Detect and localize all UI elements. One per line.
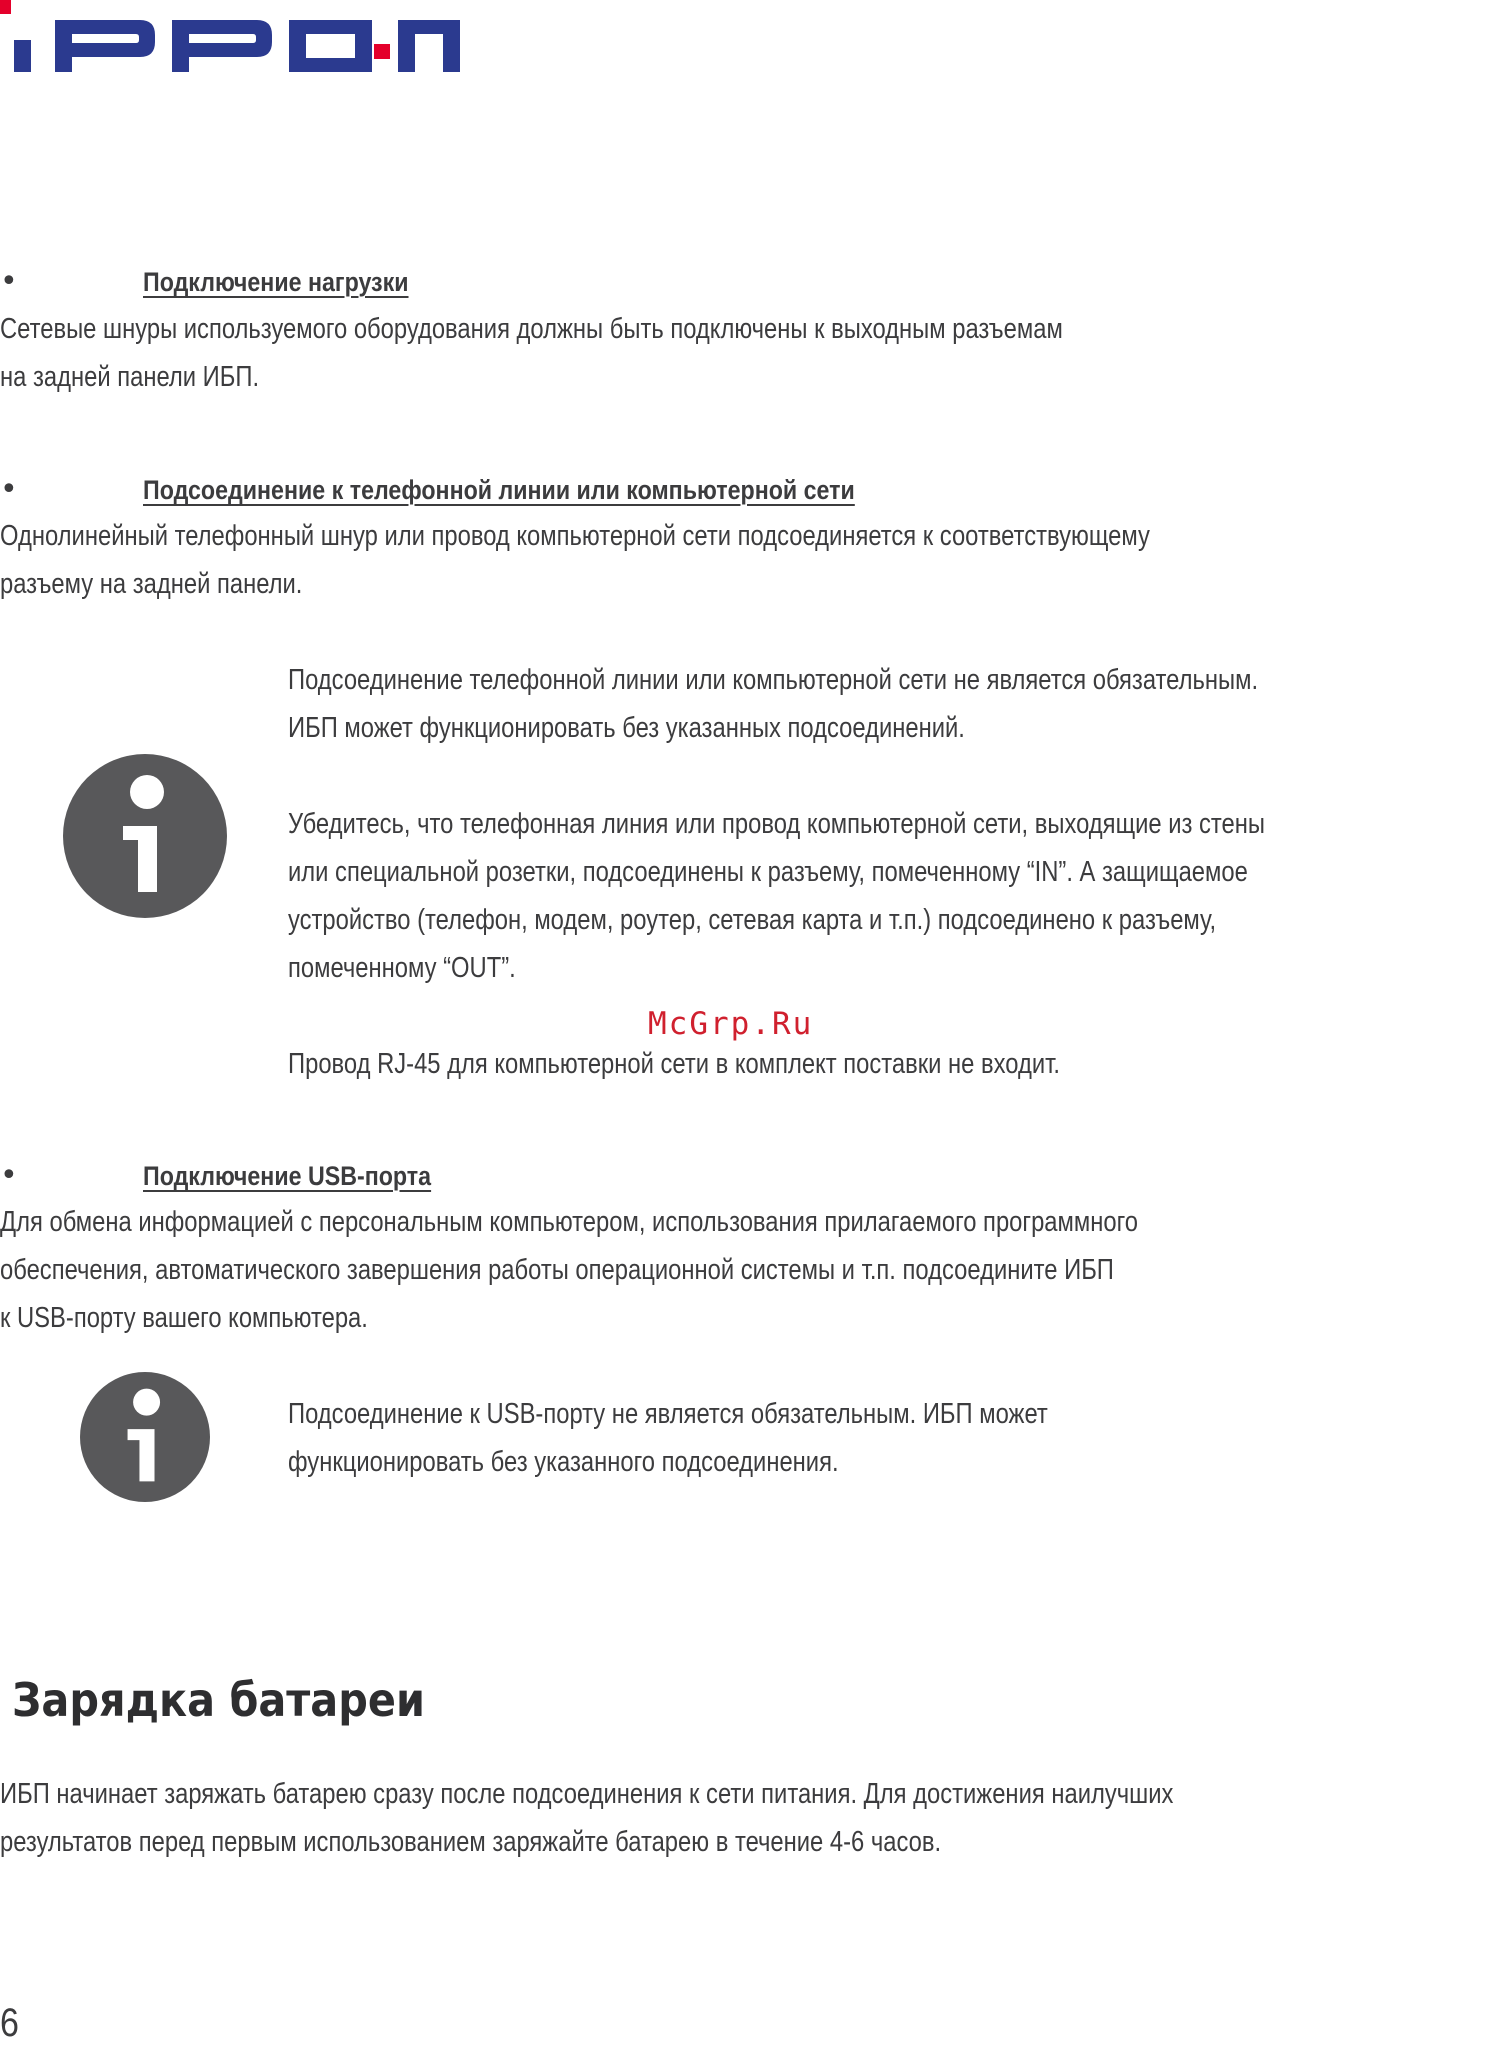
text-line: обеспечения, автоматического завершения работы операционной системы и т.п. подсоедините ИБП [0, 1254, 1114, 1286]
note-line: функционировать без указанного подсоединения. [288, 1446, 839, 1478]
battery-text [0, 1770, 1173, 1866]
text-line: к USB-порту вашего компьютера. [0, 1302, 368, 1334]
text-line: результатов перед первым использованием заряжайте батарею в течение 4-6 часов. [0, 1826, 942, 1858]
bullet: • [0, 1158, 18, 1193]
note-line: помеченному “OUT”. [288, 952, 516, 984]
watermark: McGrp.Ru [648, 1006, 814, 1042]
section-usb-text [0, 1198, 1138, 1342]
phone-note-p1 [288, 656, 1258, 752]
note-line: устройство (телефон, модем, роутер, сетевая карта и т.п.) подсоединено к разъему, [288, 904, 1217, 936]
info-icon [80, 1372, 210, 1502]
text-line: Для обмена информацией с персональным компьютером, использования прилагаемого программного [0, 1206, 1138, 1238]
phone-note-p3 [288, 1040, 1060, 1088]
page-number: 6 [0, 2001, 19, 2045]
usb-note [288, 1390, 1048, 1486]
note-line: Убедитесь, что телефонная линия или провод компьютерной сети, выходящие из стены [288, 808, 1266, 840]
section-phone-text [0, 512, 1150, 608]
section-load-heading [0, 262, 900, 302]
text-line: ИБП начинает заряжать батарею сразу после подсоединения к сети питания. Для достижения наилучших [0, 1778, 1174, 1810]
bullet: • [0, 472, 18, 507]
note-line: или специальной розетки, подсоединены к разъему, помеченному “IN”. А защищаемое [288, 856, 1248, 888]
info-icon [63, 754, 227, 918]
ippon-logo [0, 0, 470, 80]
phone-note-p2 [288, 800, 1265, 992]
note-line: Подсоединение к USB-порту не является обязательным. ИБП может [288, 1398, 1048, 1430]
note-line: ИБП может функционировать без указанных подсоединений. [288, 712, 965, 744]
battery-heading: Зарядка батареи [12, 1673, 425, 1727]
note-line: Провод RJ-45 для компьютерной сети в комплект поставки не входит. [288, 1048, 1060, 1080]
section-load-text [0, 305, 1063, 401]
text-line: Сетевые шнуры используемого оборудования должны быть подключены к выходным разъемам [0, 313, 1063, 345]
text-line: разъему на задней панели. [0, 568, 303, 600]
section-title: Подключение USB-порта [143, 1161, 432, 1191]
section-title: Подсоединение к телефонной линии или компьютерной сети [143, 475, 855, 505]
text-line: Однолинейный телефонный шнур или провод компьютерной сети подсоединяется к соответствующему [0, 520, 1150, 552]
note-line: Подсоединение телефонной линии или компьютерной сети не является обязательным. [288, 664, 1259, 696]
section-phone-heading [0, 470, 1200, 510]
bullet: • [0, 264, 18, 299]
section-title: Подключение нагрузки [143, 267, 409, 297]
text-line: на задней панели ИБП. [0, 361, 260, 393]
section-usb-heading [0, 1156, 900, 1196]
